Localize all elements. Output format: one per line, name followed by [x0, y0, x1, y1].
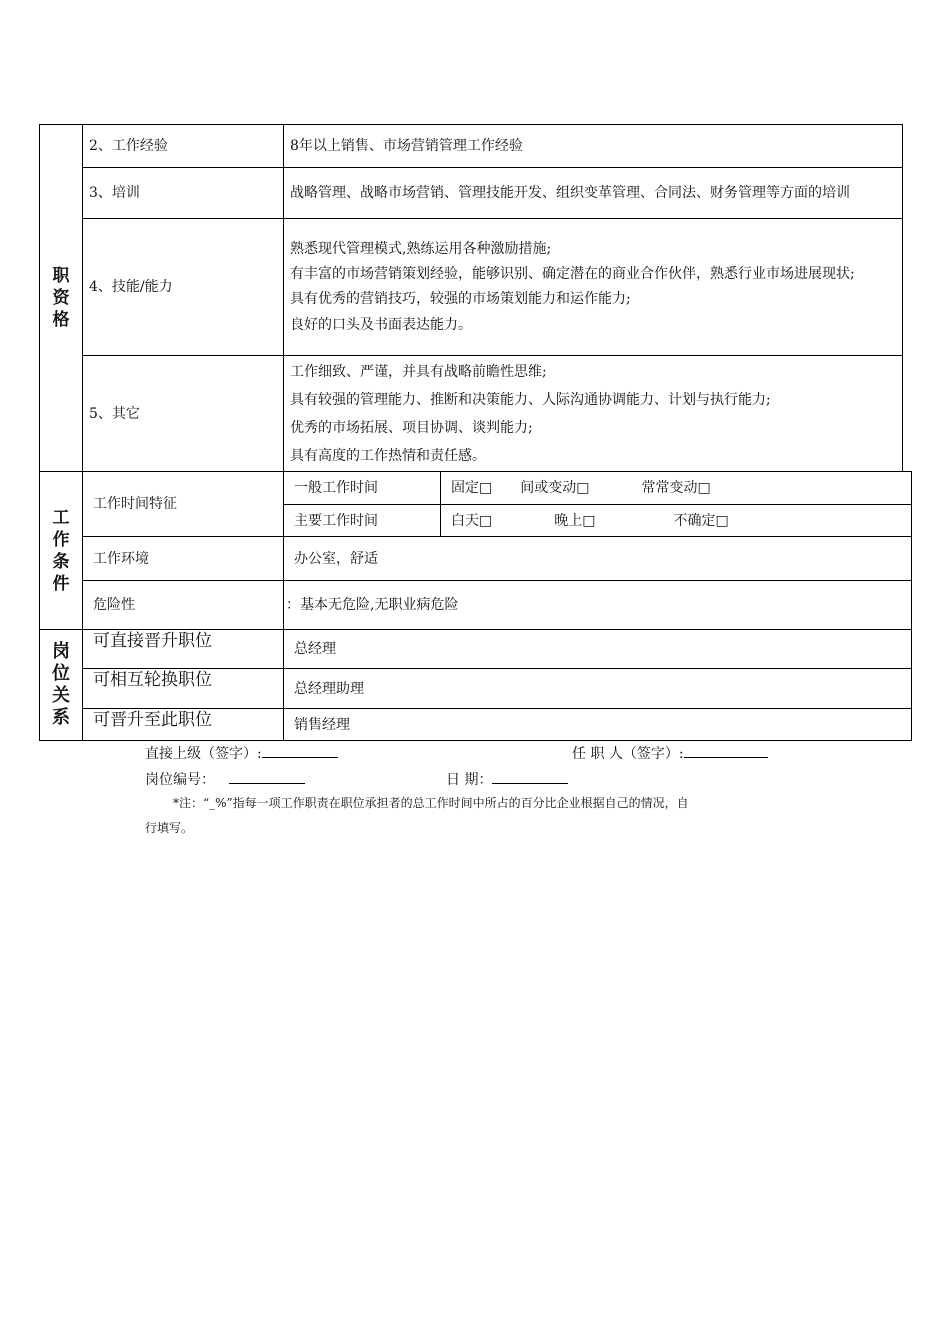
- other-value: [284, 356, 903, 472]
- environment-value: 办公室，舒适: [284, 537, 912, 581]
- environment-label: 工作环境: [83, 537, 284, 581]
- skills-line: 熟悉现代管理模式,熟练运用各种激励措施;: [290, 241, 552, 257]
- direct-promotion-value: 总经理: [284, 630, 912, 669]
- rotation-value: 总经理助理: [284, 669, 912, 709]
- skills-value: [284, 219, 903, 356]
- general-time-options: [441, 472, 912, 505]
- supervisor-signature-line[interactable]: [262, 743, 338, 758]
- work-conditions-header-text: 工作条件: [52, 507, 70, 594]
- experience-label: 2、工作经验: [83, 125, 284, 168]
- date-line[interactable]: [492, 769, 568, 784]
- training-value: 战略管理、战略市场营销、管理技能开发、组织变革管理、合同法、财务管理等方面的培训: [284, 168, 903, 219]
- risk-value: ：基本无危险,无职业病危险: [284, 581, 912, 630]
- relations-header-text: 岗位关系: [52, 641, 70, 728]
- promote-to-label: 可晋升至此职位: [83, 709, 284, 741]
- risk-label: 危险性: [83, 581, 284, 630]
- other-label: 5、其它: [83, 356, 284, 472]
- qualifications-header-text: 职资格: [52, 266, 70, 330]
- position-number-line[interactable]: [229, 769, 305, 784]
- occasional-change-checkbox[interactable]: 间或变动□: [520, 480, 590, 496]
- general-time-label: 一般工作时间: [284, 472, 441, 505]
- fixed-checkbox[interactable]: 固定□: [451, 480, 493, 496]
- position-relations-table: [39, 629, 912, 741]
- other-line: 优秀的市场拓展、项目协调、谈判能力;: [290, 419, 533, 436]
- work-conditions-header: [40, 472, 83, 630]
- main-time-options: [441, 505, 912, 537]
- direct-promotion-label: 可直接晋升职位: [83, 630, 284, 669]
- night-checkbox[interactable]: 晚上□: [554, 512, 596, 529]
- supervisor-signature: [145, 743, 338, 764]
- main-time-label: 主要工作时间: [284, 505, 441, 537]
- holder-signature-line[interactable]: [684, 743, 768, 758]
- position-number-label: 岗位编号：: [145, 772, 215, 788]
- experience-value: 8年以上销售、市场营销管理工作经验: [284, 125, 903, 168]
- skills-line: 具有优秀的营销技巧，较强的市场策划能力和运作能力;: [290, 291, 631, 307]
- other-line: 工作细致、严谨，并具有战略前瞻性思维;: [290, 363, 547, 380]
- qualifications-table: [39, 124, 903, 472]
- position-number: [145, 769, 305, 790]
- work-time-label: 工作时间特征: [83, 472, 284, 537]
- qualifications-header: [40, 125, 83, 472]
- daytime-checkbox[interactable]: 白天□: [451, 512, 493, 529]
- other-line: 具有高度的工作热情和责任感。: [290, 447, 486, 464]
- other-line: 具有较强的管理能力、推断和决策能力、人际沟通协调能力、计划与执行能力;: [290, 391, 771, 408]
- holder-signature: [572, 743, 768, 764]
- frequent-change-checkbox[interactable]: 常常变动□: [641, 480, 711, 496]
- training-label: 3、培训: [83, 168, 284, 219]
- note-line-2: 行填写。: [145, 821, 194, 835]
- supervisor-signature-label: 直接上级（签字）:: [145, 746, 262, 762]
- rotation-label: 可相互轮换职位: [83, 669, 284, 709]
- skills-line: 有丰富的市场营销策划经验，能够识别、确定潜在的商业合作伙伴，熟悉行业市场进展现状;: [290, 266, 855, 282]
- uncertain-checkbox[interactable]: 不确定□: [673, 512, 729, 529]
- note-line-1: *注：“_%”指每一项工作职责在职位承担者的总工作时间中所占的百分比企业根据自己的情况，自: [173, 796, 689, 810]
- date-field: [446, 769, 568, 790]
- work-conditions-table: [39, 471, 912, 630]
- holder-signature-label: 任 职 人（签字）:: [572, 746, 684, 762]
- skills-line: 良好的口头及书面表达能力。: [290, 317, 472, 333]
- date-label: 日 期：: [446, 772, 493, 788]
- promote-to-value: 销售经理: [284, 709, 912, 741]
- relations-header: [40, 630, 83, 741]
- skills-label: 4、技能/能力: [83, 219, 284, 356]
